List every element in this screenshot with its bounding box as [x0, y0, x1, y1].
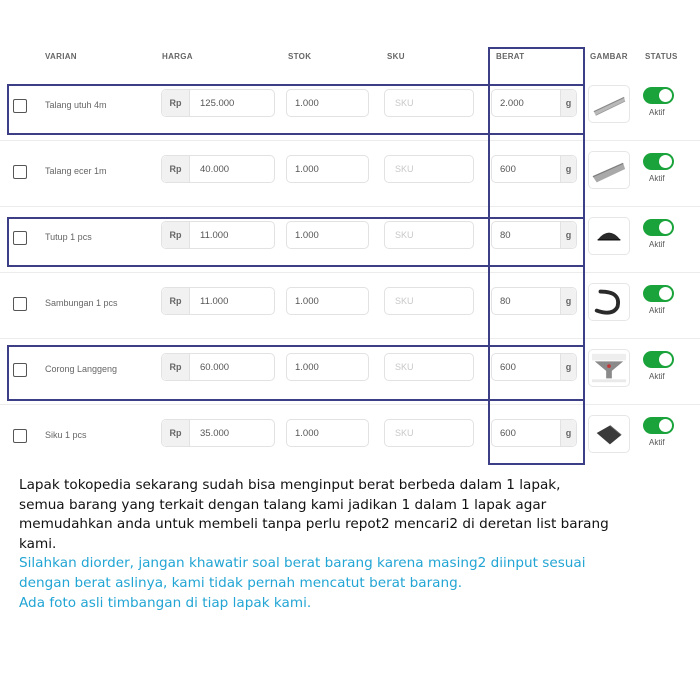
- status-label: Aktif: [649, 240, 665, 249]
- sku-input[interactable]: SKU: [384, 419, 474, 447]
- status-label: Aktif: [649, 108, 665, 117]
- weight-unit: g: [560, 354, 576, 380]
- note-line-highlight: Silahkan diorder, jangan khawatir soal berat barang karena masing2 diinput sesuai: [19, 555, 586, 572]
- header-sku: SKU: [387, 52, 405, 61]
- variant-name: Tutup 1 pcs: [45, 232, 92, 242]
- row-checkbox[interactable]: [13, 99, 27, 113]
- price-input[interactable]: [161, 353, 275, 381]
- weight-unit: g: [560, 90, 576, 116]
- gutter-connector-icon[interactable]: [588, 283, 630, 321]
- table-row: [0, 141, 700, 207]
- header-status: STATUS: [645, 52, 678, 61]
- currency-prefix: Rp: [162, 420, 190, 446]
- note-line: semua barang yang terkait dengan talang kami jadikan 1 dalam 1 lapak agar: [19, 496, 547, 513]
- weight-unit: g: [560, 288, 576, 314]
- weight-value: 2.000: [500, 97, 524, 109]
- sku-input[interactable]: SKU: [384, 287, 474, 315]
- weight-value: 80: [500, 229, 511, 241]
- funnel-icon[interactable]: [588, 349, 630, 387]
- weight-unit: g: [560, 420, 576, 446]
- table-row: [0, 405, 700, 471]
- currency-prefix: Rp: [162, 288, 190, 314]
- row-checkbox[interactable]: [13, 297, 27, 311]
- gutter-cap-icon[interactable]: [588, 217, 630, 255]
- status-toggle[interactable]: [643, 285, 674, 302]
- price-value: 40.000: [200, 163, 230, 175]
- stock-input[interactable]: 1.000: [286, 419, 369, 447]
- price-value: 35.000: [200, 427, 230, 439]
- table-row: [0, 339, 700, 405]
- weight-input[interactable]: [491, 419, 577, 447]
- currency-prefix: Rp: [162, 222, 190, 248]
- price-value: 11.000: [200, 295, 229, 307]
- variant-name: Corong Langgeng: [45, 364, 118, 374]
- toggle-knob: [659, 287, 672, 300]
- status-label: Aktif: [649, 306, 665, 315]
- description-note: [19, 476, 699, 613]
- header-image: GAMBAR: [590, 52, 628, 61]
- toggle-knob: [659, 353, 672, 366]
- price-input[interactable]: [161, 221, 275, 249]
- weight-input[interactable]: [491, 353, 577, 381]
- table-header: [0, 52, 700, 66]
- variant-name: Sambungan 1 pcs: [45, 298, 118, 308]
- weight-input[interactable]: [491, 155, 577, 183]
- price-input[interactable]: [161, 89, 275, 117]
- status-toggle[interactable]: [643, 219, 674, 236]
- sku-input[interactable]: SKU: [384, 353, 474, 381]
- status-toggle[interactable]: [643, 351, 674, 368]
- note-line: kami.: [19, 535, 57, 552]
- gutter-full-icon[interactable]: [588, 85, 630, 123]
- header-weight: BERAT: [496, 52, 525, 61]
- toggle-knob: [659, 221, 672, 234]
- weight-unit: g: [560, 156, 576, 182]
- weight-unit: g: [560, 222, 576, 248]
- row-checkbox[interactable]: [13, 165, 27, 179]
- status-toggle[interactable]: [643, 87, 674, 104]
- stock-input[interactable]: 1.000: [286, 221, 369, 249]
- currency-prefix: Rp: [162, 354, 190, 380]
- table-row: [0, 75, 700, 141]
- price-input[interactable]: [161, 155, 275, 183]
- toggle-knob: [659, 89, 672, 102]
- currency-prefix: Rp: [162, 90, 190, 116]
- price-input[interactable]: [161, 419, 275, 447]
- weight-input[interactable]: [491, 89, 577, 117]
- note-line: memudahkan anda untuk membeli tanpa perlu repot2 mencari2 di deretan list barang: [19, 516, 609, 533]
- status-label: Aktif: [649, 174, 665, 183]
- sku-input[interactable]: SKU: [384, 221, 474, 249]
- status-toggle[interactable]: [643, 417, 674, 434]
- weight-value: 600: [500, 427, 516, 439]
- gutter-piece-icon[interactable]: [588, 151, 630, 189]
- weight-value: 600: [500, 163, 516, 175]
- status-label: Aktif: [649, 438, 665, 447]
- weight-input[interactable]: [491, 287, 577, 315]
- price-value: 125.000: [200, 97, 235, 109]
- currency-prefix: Rp: [162, 156, 190, 182]
- note-line-highlight: Ada foto asli timbangan di tiap lapak kami.: [19, 594, 312, 611]
- variant-name: Talang ecer 1m: [45, 166, 107, 176]
- row-checkbox[interactable]: [13, 231, 27, 245]
- header-stock: STOK: [288, 52, 312, 61]
- sku-input[interactable]: SKU: [384, 89, 474, 117]
- price-input[interactable]: [161, 287, 275, 315]
- weight-input[interactable]: [491, 221, 577, 249]
- variant-name: Talang utuh 4m: [45, 100, 107, 110]
- weight-value: 80: [500, 295, 511, 307]
- toggle-knob: [659, 419, 672, 432]
- price-value: 11.000: [200, 229, 229, 241]
- header-price: HARGA: [162, 52, 193, 61]
- table-row: [0, 273, 700, 339]
- row-checkbox[interactable]: [13, 363, 27, 377]
- variant-name: Siku 1 pcs: [45, 430, 87, 440]
- toggle-knob: [659, 155, 672, 168]
- status-label: Aktif: [649, 372, 665, 381]
- price-value: 60.000: [200, 361, 230, 373]
- stock-input[interactable]: 1.000: [286, 287, 369, 315]
- stock-input[interactable]: 1.000: [286, 155, 369, 183]
- elbow-icon[interactable]: [588, 415, 630, 453]
- sku-input[interactable]: SKU: [384, 155, 474, 183]
- row-checkbox[interactable]: [13, 429, 27, 443]
- header-variant: VARIAN: [45, 52, 77, 61]
- stock-input[interactable]: 1.000: [286, 353, 369, 381]
- weight-value: 600: [500, 361, 516, 373]
- note-line: Lapak tokopedia sekarang sudah bisa menginput berat berbeda dalam 1 lapak,: [19, 477, 561, 493]
- status-toggle[interactable]: [643, 153, 674, 170]
- stock-input[interactable]: 1.000: [286, 89, 369, 117]
- note-line-highlight: dengan berat aslinya, kami tidak pernah mencatut berat barang.: [19, 574, 463, 591]
- table-row: [0, 207, 700, 273]
